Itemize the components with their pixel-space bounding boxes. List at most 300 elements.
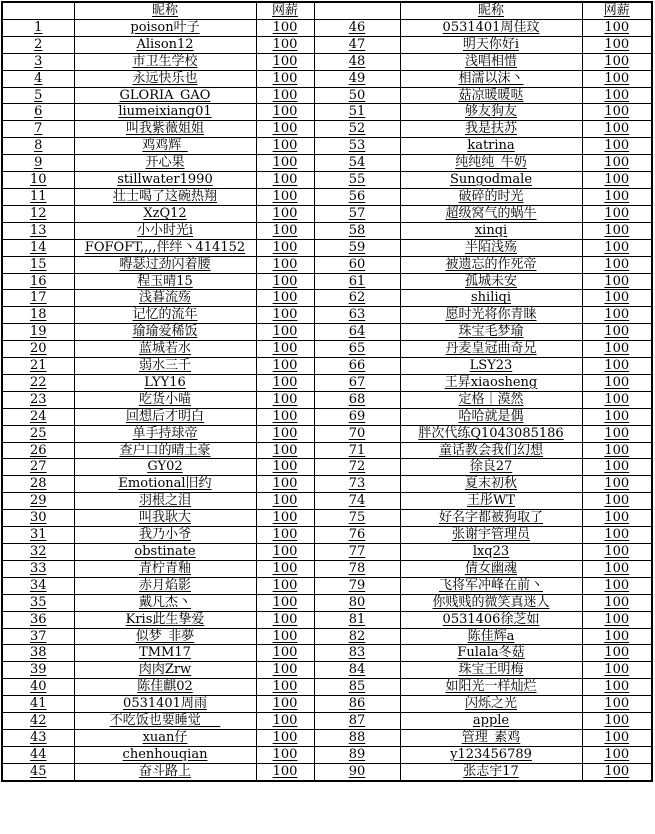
table-row — [2, 425, 652, 442]
nickname-cell: Alison12 — [74, 36, 256, 53]
row-number-cell: 85 — [314, 679, 400, 696]
row-number-cell: 57 — [314, 205, 400, 222]
nickname-cell: 奋斗路上 — [74, 763, 256, 780]
salary-cell: 100 — [582, 628, 652, 645]
nickname-cell: 倩女幽魂 — [400, 560, 582, 577]
salary-cell: 100 — [582, 19, 652, 36]
salary-cell: 100 — [256, 121, 314, 138]
nickname-cell: 吃货小喵 — [74, 391, 256, 408]
salary-cell: 100 — [256, 493, 314, 510]
row-number-cell: 87 — [314, 713, 400, 730]
nickname-cell: 弱水三千 — [74, 358, 256, 375]
row-number-cell: 75 — [314, 510, 400, 527]
table-row — [2, 138, 652, 155]
nickname-cell: apple — [400, 713, 582, 730]
nickname-cell: y123456789 — [400, 746, 582, 763]
row-number-cell: 51 — [314, 104, 400, 121]
salary-cell: 100 — [256, 560, 314, 577]
salary-cell: 100 — [582, 476, 652, 493]
nickname-cell: 管理_素鸡 — [400, 729, 582, 746]
nickname-cell: TMM17 — [74, 645, 256, 662]
table-row — [2, 679, 652, 696]
nickname-cell: 飞将军冲峰在前丶 — [400, 577, 582, 594]
nickname-cell: XzQ12 — [74, 205, 256, 222]
salary-cell: 100 — [582, 290, 652, 307]
row-number-cell: 10 — [2, 172, 74, 189]
salary-cell: 100 — [582, 408, 652, 425]
salary-cell: 100 — [582, 696, 652, 713]
row-number-cell: 24 — [2, 408, 74, 425]
nickname-cell: 我乃小爷 — [74, 527, 256, 544]
table-row — [2, 628, 652, 645]
nickname-cell: LSY23 — [400, 358, 582, 375]
salary-cell: 100 — [582, 560, 652, 577]
nickname-cell: 查户口的晴土豪 — [74, 442, 256, 459]
row-number-cell: 79 — [314, 577, 400, 594]
nickname-cell: 瑜瑜爱稀饭 — [74, 324, 256, 341]
salary-cell: 100 — [256, 53, 314, 70]
row-number-cell: 21 — [2, 358, 74, 375]
row-number-cell: 48 — [314, 53, 400, 70]
row-number-cell: 35 — [2, 594, 74, 611]
salary-cell: 100 — [256, 256, 314, 273]
nickname-cell: 超级窝气的蜗牛 — [400, 205, 582, 222]
table-body — [2, 19, 652, 780]
salary-cell: 100 — [582, 341, 652, 358]
row-number-cell: 71 — [314, 442, 400, 459]
row-number-cell: 49 — [314, 70, 400, 87]
salary-cell: 100 — [582, 510, 652, 527]
salary-cell: 100 — [256, 19, 314, 36]
row-number-cell: 90 — [314, 763, 400, 780]
nickname-cell: xinqi — [400, 222, 582, 239]
salary-column-header: 网薪 — [256, 2, 314, 19]
nickname-cell: 蓝城若水 — [74, 341, 256, 358]
row-number-cell: 39 — [2, 662, 74, 679]
row-number-cell: 2 — [2, 36, 74, 53]
row-number-cell: 60 — [314, 256, 400, 273]
nickname-cell: 不吃饭也要睡觉___ — [74, 713, 256, 730]
salary-cell: 100 — [582, 374, 652, 391]
salary-cell: 100 — [256, 459, 314, 476]
nickname-cell: 丹麦皇冠曲奇兄 — [400, 341, 582, 358]
row-number-cell: 26 — [2, 442, 74, 459]
table-row — [2, 104, 652, 121]
salary-cell: 100 — [582, 763, 652, 780]
nickname-cell: liumeixiang01 — [74, 104, 256, 121]
table-row — [2, 459, 652, 476]
salary-cell: 100 — [256, 425, 314, 442]
nickname-cell: FOFOFT,,,,伴绊丶414152 — [74, 239, 256, 256]
salary-cell: 100 — [256, 442, 314, 459]
salary-cell: 100 — [582, 70, 652, 87]
row-number-cell: 72 — [314, 459, 400, 476]
row-number-cell: 8 — [2, 138, 74, 155]
nickname-cell: 徐良27 — [400, 459, 582, 476]
nickname-cell: GLORIA_GAO — [74, 87, 256, 104]
salary-cell: 100 — [582, 645, 652, 662]
nickname-cell: 陈佳麒02 — [74, 679, 256, 696]
salary-cell: 100 — [256, 307, 314, 324]
row-number-cell: 30 — [2, 510, 74, 527]
salary-cell: 100 — [256, 763, 314, 780]
salary-cell: 100 — [256, 222, 314, 239]
table-row — [2, 391, 652, 408]
salary-cell: 100 — [256, 662, 314, 679]
table-row — [2, 341, 652, 358]
nickname-cell: 王昇xiaosheng — [400, 374, 582, 391]
row-number-cell: 4 — [2, 70, 74, 87]
nickname-cell: 浅暮流殇 — [74, 290, 256, 307]
salary-cell: 100 — [582, 138, 652, 155]
row-number-cell: 84 — [314, 662, 400, 679]
table-row — [2, 256, 652, 273]
row-number-cell: 38 — [2, 645, 74, 662]
row-number-cell: 20 — [2, 341, 74, 358]
salary-cell: 100 — [256, 290, 314, 307]
salary-cell: 100 — [582, 713, 652, 730]
nickname-cell: 纯纯纯_牛奶 — [400, 155, 582, 172]
row-number-cell: 3 — [2, 53, 74, 70]
row-number-cell: 45 — [2, 763, 74, 780]
row-number-cell: 47 — [314, 36, 400, 53]
row-number-cell: 28 — [2, 476, 74, 493]
salary-cell: 100 — [582, 746, 652, 763]
nickname-cell: stillwater1990 — [74, 172, 256, 189]
salary-cell: 100 — [256, 70, 314, 87]
row-number-cell: 86 — [314, 696, 400, 713]
nickname-cell: 明天你好i — [400, 36, 582, 53]
row-number-cell: 43 — [2, 729, 74, 746]
salary-cell: 100 — [256, 696, 314, 713]
salary-cell: 100 — [582, 87, 652, 104]
row-number-cell: 88 — [314, 729, 400, 746]
row-number-cell: 62 — [314, 290, 400, 307]
row-number-cell: 82 — [314, 628, 400, 645]
salary-cell: 100 — [582, 729, 652, 746]
table-row — [2, 493, 652, 510]
row-number-cell: 16 — [2, 273, 74, 290]
row-number-cell: 13 — [2, 222, 74, 239]
table-row — [2, 763, 652, 780]
row-number-cell: 64 — [314, 324, 400, 341]
row-number-cell: 14 — [2, 239, 74, 256]
row-number-cell: 11 — [2, 188, 74, 205]
salary-cell: 100 — [582, 358, 652, 375]
number-column-header — [314, 2, 400, 19]
salary-cell: 100 — [256, 104, 314, 121]
row-number-cell: 18 — [2, 307, 74, 324]
nickname-cell: 珠宝毛梦瑜 — [400, 324, 582, 341]
salary-cell: 100 — [582, 679, 652, 696]
nickname-cell: 壮士喝了这碗热翔 — [74, 188, 256, 205]
row-number-cell: 58 — [314, 222, 400, 239]
row-number-cell: 56 — [314, 188, 400, 205]
salary-cell: 100 — [582, 324, 652, 341]
roster-table — [1, 1, 653, 782]
nickname-cell: Emotional旧约 — [74, 476, 256, 493]
nickname-cell: 开心果 — [74, 155, 256, 172]
table-row — [2, 36, 652, 53]
nickname-cell: 愿时光将你青睐 — [400, 307, 582, 324]
nickname-cell: 鸡鸡辉_ — [74, 138, 256, 155]
table-row — [2, 594, 652, 611]
salary-cell: 100 — [256, 324, 314, 341]
nickname-cell: 童话教会我们幻想 — [400, 442, 582, 459]
header-row — [2, 2, 652, 19]
row-number-cell: 17 — [2, 290, 74, 307]
nickname-cell: 小小时光i — [74, 222, 256, 239]
row-number-cell: 36 — [2, 611, 74, 628]
salary-cell: 100 — [582, 577, 652, 594]
nickname-cell: 胖次代练Q1043085186 — [400, 425, 582, 442]
row-number-cell: 59 — [314, 239, 400, 256]
nickname-cell: 单手持球帝 — [74, 425, 256, 442]
salary-cell: 100 — [582, 611, 652, 628]
salary-cell: 100 — [256, 594, 314, 611]
row-number-cell: 89 — [314, 746, 400, 763]
table-row — [2, 239, 652, 256]
table-row — [2, 188, 652, 205]
table-row — [2, 510, 652, 527]
nickname-cell: 叫我紫薇姐姐 — [74, 121, 256, 138]
row-number-cell: 54 — [314, 155, 400, 172]
row-number-cell: 31 — [2, 527, 74, 544]
nickname-cell: 被遗忘的作死帝 — [400, 256, 582, 273]
table-row — [2, 121, 652, 138]
nickname-column-header: 昵称 — [400, 2, 582, 19]
nickname-cell: shiliqi — [400, 290, 582, 307]
table-row — [2, 19, 652, 36]
nickname-cell: 嘚瑟过劲闪着腰 — [74, 256, 256, 273]
nickname-cell: 你贱贱的微笑真迷人 — [400, 594, 582, 611]
row-number-cell: 29 — [2, 493, 74, 510]
table-row — [2, 527, 652, 544]
row-number-cell: 23 — [2, 391, 74, 408]
row-number-cell: 32 — [2, 544, 74, 561]
salary-cell: 100 — [582, 493, 652, 510]
salary-cell: 100 — [582, 442, 652, 459]
salary-cell: 100 — [582, 205, 652, 222]
salary-cell: 100 — [582, 36, 652, 53]
row-number-cell: 40 — [2, 679, 74, 696]
salary-column-header: 网薪 — [582, 2, 652, 19]
nickname-cell: GY02 — [74, 459, 256, 476]
number-column-header — [2, 2, 74, 19]
salary-cell: 100 — [582, 222, 652, 239]
nickname-cell: 半陌浅殇 — [400, 239, 582, 256]
salary-cell: 100 — [582, 256, 652, 273]
row-number-cell: 12 — [2, 205, 74, 222]
salary-cell: 100 — [256, 577, 314, 594]
salary-cell: 100 — [256, 746, 314, 763]
nickname-cell: 破碎的时光 — [400, 188, 582, 205]
salary-cell: 100 — [256, 391, 314, 408]
row-number-cell: 46 — [314, 19, 400, 36]
nickname-cell: 叫我耿大 — [74, 510, 256, 527]
salary-cell: 100 — [256, 205, 314, 222]
row-number-cell: 81 — [314, 611, 400, 628]
nickname-cell: 戴凡杰丶 — [74, 594, 256, 611]
table-row — [2, 155, 652, 172]
salary-cell: 100 — [256, 679, 314, 696]
nickname-cell: 赤月焰影 — [74, 577, 256, 594]
nickname-cell: poison叶子 — [74, 19, 256, 36]
salary-cell: 100 — [256, 87, 314, 104]
row-number-cell: 70 — [314, 425, 400, 442]
row-number-cell: 6 — [2, 104, 74, 121]
nickname-cell: 定格｜漠然 — [400, 391, 582, 408]
table-row — [2, 729, 652, 746]
nickname-cell: LYY16 — [74, 374, 256, 391]
nickname-cell: 永远快乐也 — [74, 70, 256, 87]
nickname-cell: 哈哈就是偶 — [400, 408, 582, 425]
row-number-cell: 9 — [2, 155, 74, 172]
table-row — [2, 544, 652, 561]
salary-cell: 100 — [256, 273, 314, 290]
nickname-cell: 闪烁之光 — [400, 696, 582, 713]
table-row — [2, 611, 652, 628]
salary-cell: 100 — [256, 527, 314, 544]
salary-cell: 100 — [582, 527, 652, 544]
salary-cell: 100 — [256, 341, 314, 358]
nickname-cell: 张志宇17 — [400, 763, 582, 780]
row-number-cell: 25 — [2, 425, 74, 442]
nickname-cell: 浅唱相惜 — [400, 53, 582, 70]
nickname-cell: 似梦_非夢 — [74, 628, 256, 645]
table-row — [2, 205, 652, 222]
salary-cell: 100 — [256, 611, 314, 628]
table-row — [2, 408, 652, 425]
salary-cell: 100 — [582, 121, 652, 138]
salary-cell: 100 — [582, 172, 652, 189]
nickname-column-header: 昵称 — [74, 2, 256, 19]
nickname-cell: xuan仔 — [74, 729, 256, 746]
row-number-cell: 78 — [314, 560, 400, 577]
nickname-cell: 青柠青釉 — [74, 560, 256, 577]
salary-cell: 100 — [582, 155, 652, 172]
salary-cell: 100 — [582, 53, 652, 70]
nickname-cell: 0531401周雨 — [74, 696, 256, 713]
nickname-cell: 珠宝王明梅 — [400, 662, 582, 679]
salary-cell: 100 — [256, 544, 314, 561]
table-row — [2, 577, 652, 594]
nickname-cell: katrina — [400, 138, 582, 155]
nickname-cell: 记忆的流年 — [74, 307, 256, 324]
nickname-cell: 相濡以沫丶 — [400, 70, 582, 87]
salary-cell: 100 — [256, 408, 314, 425]
row-number-cell: 74 — [314, 493, 400, 510]
salary-cell: 100 — [582, 391, 652, 408]
salary-cell: 100 — [582, 594, 652, 611]
nickname-cell: 夏末初秋 — [400, 476, 582, 493]
salary-cell: 100 — [256, 188, 314, 205]
row-number-cell: 42 — [2, 713, 74, 730]
salary-cell: 100 — [256, 155, 314, 172]
row-number-cell: 68 — [314, 391, 400, 408]
nickname-cell: 0531406徐芝如 — [400, 611, 582, 628]
nickname-cell: 羽根之泪 — [74, 493, 256, 510]
nickname-cell: lxq23 — [400, 544, 582, 561]
salary-cell: 100 — [256, 36, 314, 53]
salary-cell: 100 — [582, 273, 652, 290]
salary-cell: 100 — [256, 476, 314, 493]
nickname-cell: Sungodmale — [400, 172, 582, 189]
row-number-cell: 53 — [314, 138, 400, 155]
table-row — [2, 324, 652, 341]
row-number-cell: 19 — [2, 324, 74, 341]
table-row — [2, 222, 652, 239]
salary-cell: 100 — [582, 239, 652, 256]
row-number-cell: 50 — [314, 87, 400, 104]
salary-cell: 100 — [256, 628, 314, 645]
row-number-cell: 77 — [314, 544, 400, 561]
table-row — [2, 358, 652, 375]
salary-cell: 100 — [582, 425, 652, 442]
nickname-cell: Fulala冬菇 — [400, 645, 582, 662]
table-row — [2, 53, 652, 70]
row-number-cell: 69 — [314, 408, 400, 425]
table-row — [2, 746, 652, 763]
row-number-cell: 73 — [314, 476, 400, 493]
nickname-cell: 市卫生学校 — [74, 53, 256, 70]
nickname-cell: 陈佳辉a — [400, 628, 582, 645]
row-number-cell: 15 — [2, 256, 74, 273]
salary-cell: 100 — [256, 138, 314, 155]
table-row — [2, 70, 652, 87]
row-number-cell: 55 — [314, 172, 400, 189]
table-row — [2, 560, 652, 577]
row-number-cell: 76 — [314, 527, 400, 544]
salary-cell: 100 — [582, 459, 652, 476]
salary-cell: 100 — [256, 510, 314, 527]
row-number-cell: 52 — [314, 121, 400, 138]
row-number-cell: 67 — [314, 374, 400, 391]
table-row — [2, 87, 652, 104]
row-number-cell: 66 — [314, 358, 400, 375]
table-row — [2, 374, 652, 391]
nickname-cell: 好名字都被狗取了 — [400, 510, 582, 527]
table-row — [2, 307, 652, 324]
nickname-cell: 如阳光一样灿烂 — [400, 679, 582, 696]
row-number-cell: 44 — [2, 746, 74, 763]
nickname-cell: 张谢宇管理员 — [400, 527, 582, 544]
row-number-cell: 41 — [2, 696, 74, 713]
salary-cell: 100 — [582, 188, 652, 205]
row-number-cell: 34 — [2, 577, 74, 594]
table-row — [2, 442, 652, 459]
row-number-cell: 65 — [314, 341, 400, 358]
table-row — [2, 696, 652, 713]
salary-cell: 100 — [256, 645, 314, 662]
nickname-cell: 菇凉暖暖哒 — [400, 87, 582, 104]
nickname-cell: 孤城未安 — [400, 273, 582, 290]
nickname-cell: chenhouqian — [74, 746, 256, 763]
salary-cell: 100 — [256, 358, 314, 375]
row-number-cell: 27 — [2, 459, 74, 476]
row-number-cell: 37 — [2, 628, 74, 645]
row-number-cell: 22 — [2, 374, 74, 391]
table-row — [2, 290, 652, 307]
salary-cell: 100 — [256, 729, 314, 746]
nickname-cell: 0531401周佳玟 — [400, 19, 582, 36]
salary-cell: 100 — [582, 104, 652, 121]
nickname-cell: 够友狗友 — [400, 104, 582, 121]
table-row — [2, 273, 652, 290]
salary-cell: 100 — [582, 662, 652, 679]
salary-cell: 100 — [256, 374, 314, 391]
row-number-cell: 80 — [314, 594, 400, 611]
